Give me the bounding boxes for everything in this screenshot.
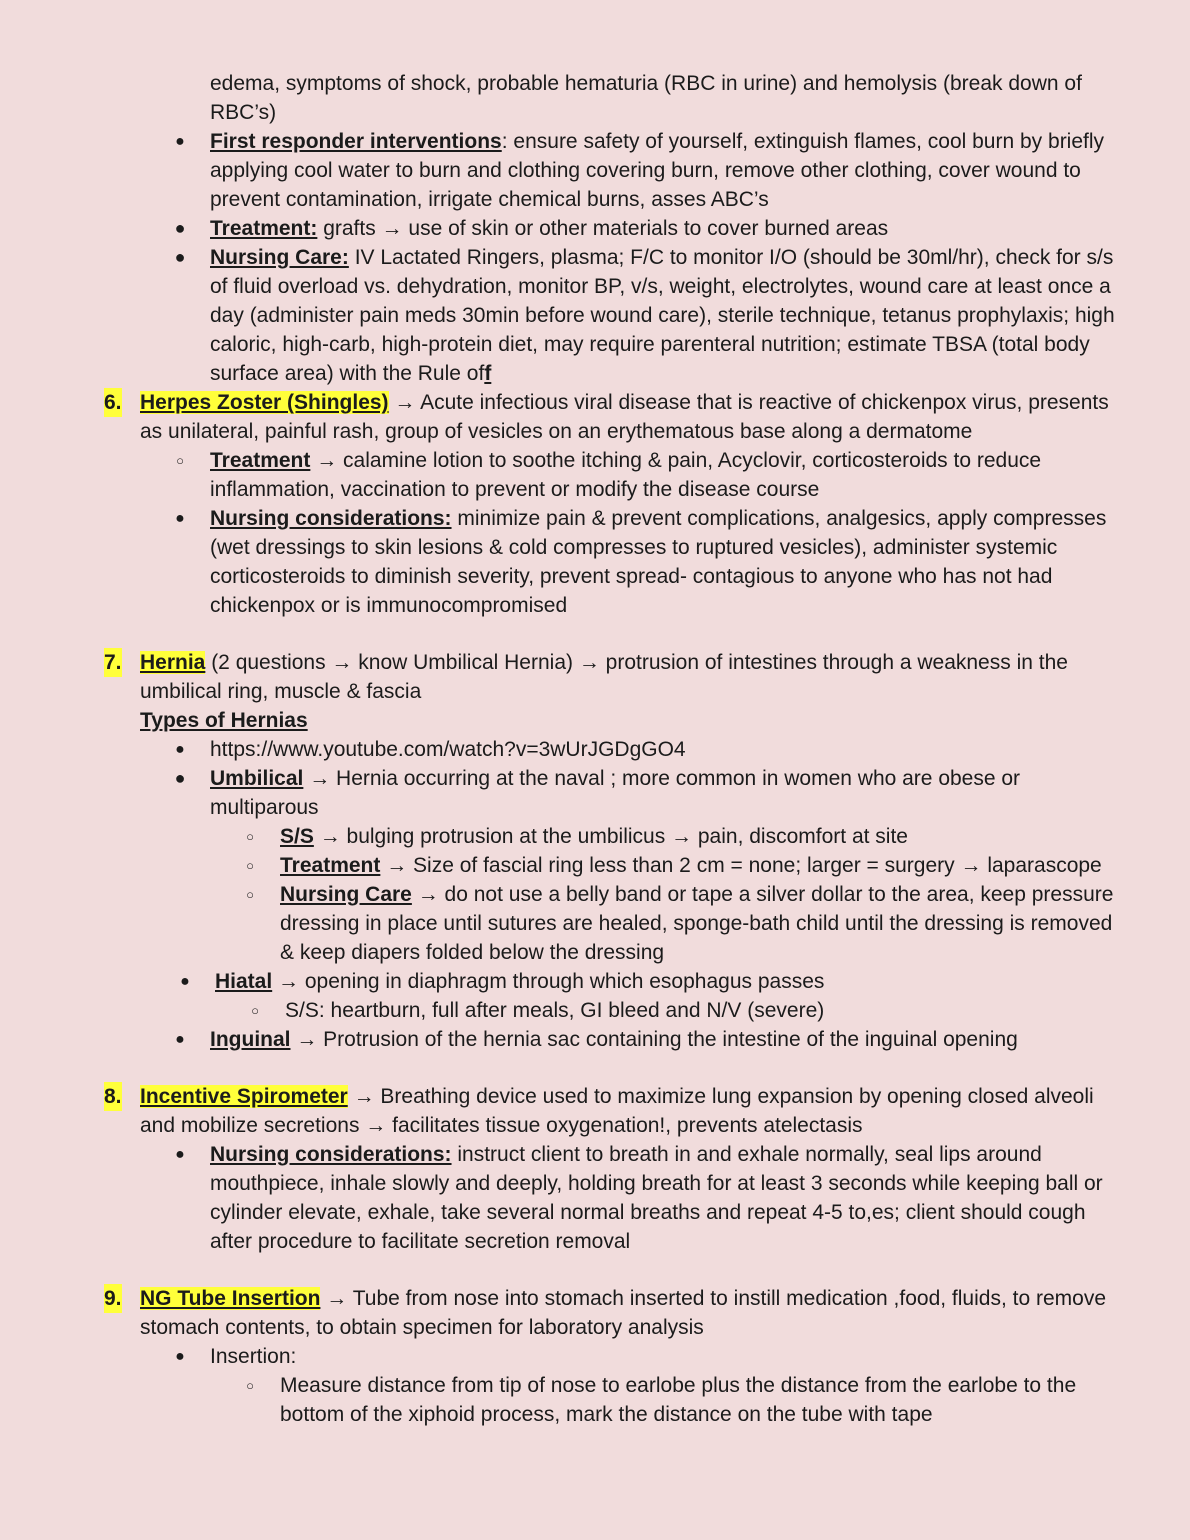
section-incentive-spirometer bbox=[0, 1082, 1190, 1140]
burn-nursing-text: IV Lactated Ringers, plasma; F/C to monitor I/O (should be 30ml/hr), check for s/s of fluid overload vs. dehydration, monitor BP, v/s, weight, electrolytes, wound care at least once a day (administer pain meds 30min before wound care), sterile technique, tetanus prophylaxis; high caloric, high-carb, high-protein diet, may require parenteral nutrition; estimate TBSA (total body surface area) with the Rule of bbox=[210, 246, 1115, 385]
burn-nursing-end: f bbox=[484, 362, 492, 385]
section-herpes-zoster bbox=[0, 388, 1190, 446]
hernia-nursing-label: Nursing Care bbox=[280, 883, 412, 906]
spirometer-nursing-text: instruct client to breath in and exhale normally, seal lips around mouthpiece, inhale slowly and deeply, holding breath for at least 3 seconds while keeping ball or cylinder elevate, exhale, take several normal breaths and repeat 4-5 to,es; client should cough after procedure to facilitate secretion removal bbox=[210, 1143, 1103, 1253]
bullet-icon: ● bbox=[174, 247, 186, 267]
herpes-nursing-text: minimize pain & prevent complications, analgesics, apply compresses (wet dressings to skin lesions & cold compresses to ruptured vesicles), administer systemic corticosteroids to diminish severity, prevent spread- contagious to anyone who has not had chickenpox or is immunocompromised bbox=[210, 507, 1107, 617]
first-responder-text: : ensure safety of yourself, extinguish flames, cool burn by briefly applying cool water to burn and clothing covering burn, remove other clothing, cover wound to prevent contamination, irrigate chemical burns, asses ABC’s bbox=[210, 130, 1105, 211]
hernia-treatment-label: Treatment bbox=[280, 854, 381, 877]
hernia-treatment-text: → Size of fascial ring less than 2 cm = none; larger = surgery → laparascope bbox=[380, 854, 1102, 877]
document-page bbox=[0, 69, 1190, 1429]
list-item-burn-nursing bbox=[0, 243, 1190, 388]
open-bullet-icon: ○ bbox=[246, 887, 254, 902]
hernia-nursing-text: → do not use a belly band or tape a silver dollar to the area, keep pressure dressing in place until sutures are healed, sponge-bath child until the dressing is removed & keep diapers folded below the dressing bbox=[280, 883, 1114, 964]
inguinal-text: → Protrusion of the hernia sac containing the intestine of the inguinal opening bbox=[290, 1028, 1018, 1051]
hiatal-text: → opening in diaphragm through which esophagus passes bbox=[272, 970, 825, 993]
bullet-icon: ● bbox=[175, 741, 185, 758]
burns-continuation bbox=[0, 69, 1190, 127]
youtube-link[interactable]: https://www.youtube.com/watch?v=3wUrJGDgGO4 bbox=[210, 738, 686, 761]
hiatal-label: Hiatal bbox=[215, 970, 273, 993]
section-number: 6. bbox=[104, 388, 122, 417]
spirometer-nursing-label: Nursing considerations: bbox=[210, 1143, 452, 1166]
section-title: Herpes Zoster (Shingles) bbox=[140, 391, 389, 414]
ss-label: S/S bbox=[280, 825, 314, 848]
inguinal-label: Inguinal bbox=[210, 1028, 291, 1051]
open-bullet-icon: ○ bbox=[246, 858, 254, 873]
bullet-icon: ● bbox=[175, 1146, 185, 1163]
hiatal-ss-text: S/S: heartburn, full after meals, GI bleed and N/V (severe) bbox=[285, 999, 825, 1022]
burn-treatment-label: Treatment: bbox=[210, 217, 318, 240]
section-description: → Tube from nose into stomach inserted to instill medication ,food, fluids, to remove stomach contents, to obtain specimen for laboratory analysis bbox=[140, 1287, 1106, 1339]
burn-nursing-label: Nursing Care: bbox=[210, 246, 349, 269]
list-item-first-responder bbox=[0, 127, 1190, 214]
section-number: 8. bbox=[104, 1082, 122, 1111]
bullet-icon: ● bbox=[175, 133, 185, 150]
umbilical-label: Umbilical bbox=[210, 767, 304, 790]
list-item-measure bbox=[0, 1371, 1190, 1429]
section-number: 9. bbox=[104, 1284, 122, 1313]
bullet-icon: ● bbox=[175, 1348, 185, 1365]
bullet-icon: ● bbox=[174, 218, 186, 238]
first-responder-label: First responder interventions bbox=[210, 130, 502, 153]
open-bullet-icon: ○ bbox=[246, 829, 254, 844]
bullet-icon: ● bbox=[180, 973, 190, 990]
intro-text: edema, symptoms of shock, probable hematuria (RBC in urine) and hemolysis (break down of RBC’s) bbox=[210, 72, 1082, 124]
subheading: Types of Hernias bbox=[140, 709, 308, 732]
burn-treatment-text: grafts → use of skin or other materials to cover burned areas bbox=[317, 217, 889, 240]
list-item-umbilical-ss bbox=[0, 822, 1190, 851]
bullet-icon: ● bbox=[175, 1031, 185, 1048]
insertion-label: Insertion: bbox=[210, 1345, 297, 1368]
list-item-hernia-link bbox=[0, 735, 1190, 764]
spacer bbox=[0, 620, 1190, 648]
list-item-herpes-nursing bbox=[0, 504, 1190, 620]
list-item-burn-treatment bbox=[0, 214, 1190, 243]
section-number: 7. bbox=[104, 648, 122, 677]
spacer bbox=[0, 1256, 1190, 1284]
section-hernia bbox=[0, 648, 1190, 706]
open-bullet-icon: ○ bbox=[251, 1003, 259, 1018]
list-item-insertion bbox=[0, 1342, 1190, 1371]
section-description: (2 questions → know Umbilical Hernia) → protrusion of intestines through a weakness in the umbilical ring, muscle & fascia bbox=[140, 651, 1068, 703]
section-description: → Breathing device used to maximize lung expansion by opening closed alveoli and mobilize secretions → facilitates tissue oxygenation!, prevents atelectasis bbox=[140, 1085, 1094, 1137]
umbilical-text: → Hernia occurring at the naval ; more common in women who are obese or multiparous bbox=[210, 767, 1021, 819]
list-item-hiatal-ss bbox=[0, 996, 1190, 1025]
open-bullet-icon: ○ bbox=[176, 453, 184, 468]
measure-text: Measure distance from tip of nose to earlobe plus the distance from the earlobe to the bottom of the xiphoid process, mark the distance on the tube with tape bbox=[280, 1374, 1077, 1426]
herpes-treatment-text: → calamine lotion to soothe itching & pain, Acyclovir, corticosteroids to reduce inflammation, vaccination to prevent or modify the disease course bbox=[210, 449, 1042, 501]
spacer bbox=[0, 1054, 1190, 1082]
section-title: Incentive Spirometer bbox=[140, 1085, 348, 1108]
section-ng-tube bbox=[0, 1284, 1190, 1342]
list-item-inguinal bbox=[0, 1025, 1190, 1054]
bullet-icon: ● bbox=[174, 768, 186, 788]
ss-text: → bulging protrusion at the umbilicus → pain, discomfort at site bbox=[313, 825, 908, 848]
list-item-hiatal bbox=[0, 967, 1190, 996]
list-item-spirometer-nursing bbox=[0, 1140, 1190, 1256]
list-item-umbilical-treatment bbox=[0, 851, 1190, 880]
section-description: → Acute infectious viral disease that is reactive of chickenpox virus, presents as unilateral, painful rash, group of vesicles on an erythematous base along a dermatome bbox=[140, 391, 1109, 443]
open-bullet-icon: ○ bbox=[246, 1378, 254, 1393]
section-title: NG Tube Insertion bbox=[140, 1287, 321, 1310]
herpes-nursing-label: Nursing considerations: bbox=[210, 507, 452, 530]
types-of-hernias-heading bbox=[0, 706, 1190, 735]
list-item-umbilical bbox=[0, 764, 1190, 822]
section-title: Hernia bbox=[140, 651, 206, 674]
list-item-herpes-treatment bbox=[0, 446, 1190, 504]
herpes-treatment-label: Treatment bbox=[210, 449, 311, 472]
list-item-umbilical-nursing bbox=[0, 880, 1190, 967]
bullet-icon: ● bbox=[175, 510, 185, 527]
